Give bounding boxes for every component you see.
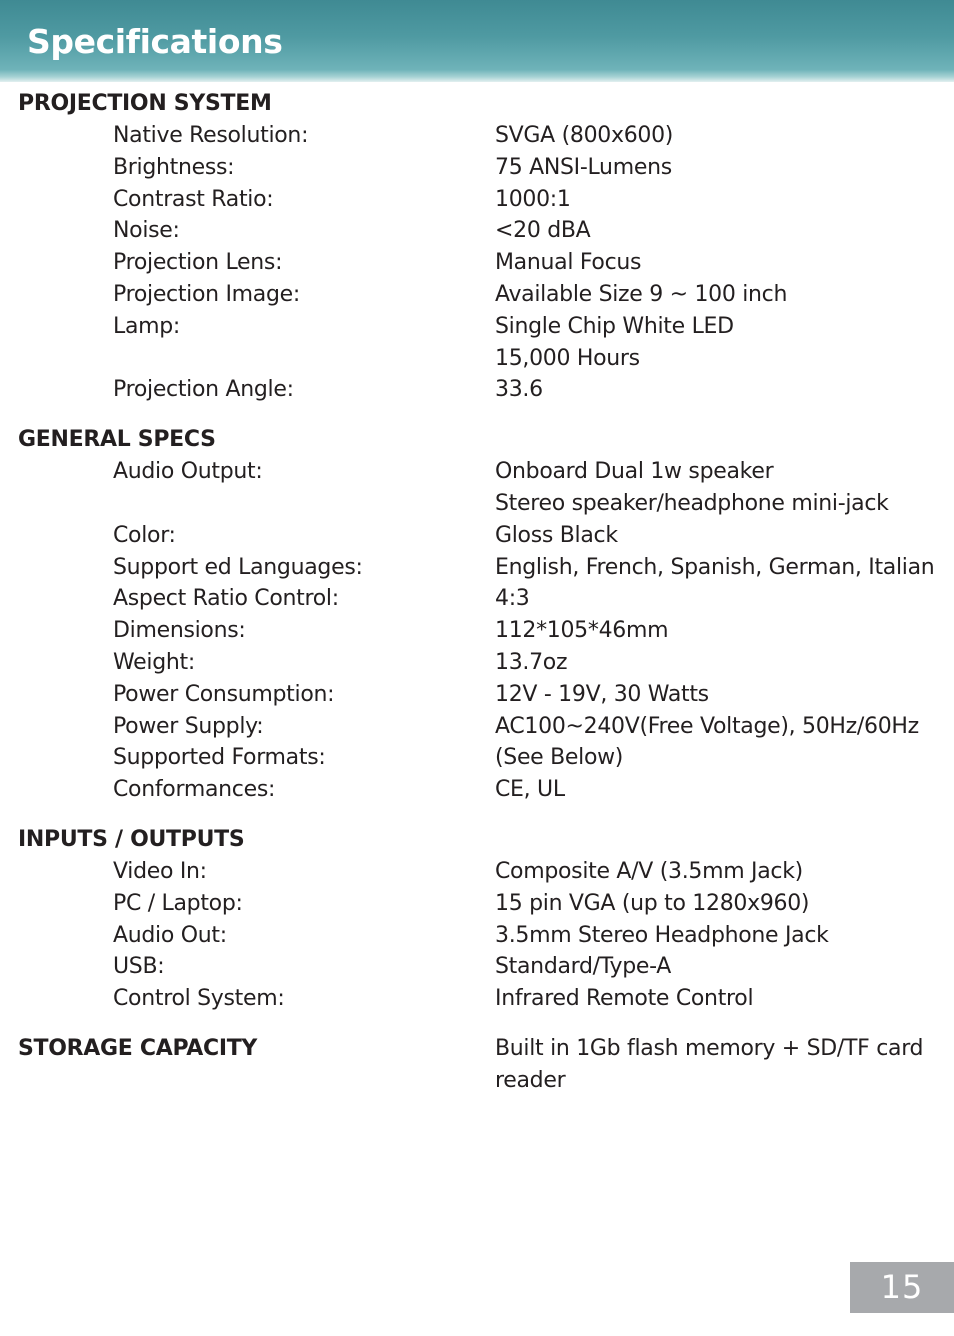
section-title: PROJECTION SYSTEM	[18, 91, 272, 116]
spec-label: Supported Formats:	[113, 745, 326, 771]
spec-value: <20 dBA	[495, 218, 591, 244]
spec-row	[0, 215, 954, 247]
spec-row	[0, 520, 954, 552]
spec-row	[0, 856, 954, 888]
section-storage-capacity	[0, 1033, 954, 1097]
spec-label: Lamp:	[113, 313, 181, 339]
spec-value: 3.5mm Stereo Headphone Jack	[495, 922, 829, 948]
spec-value: Stereo speaker/headphone mini-jack	[495, 490, 889, 516]
spec-label: Audio Out:	[113, 922, 227, 948]
spec-row	[0, 279, 954, 311]
section-gap	[0, 1015, 954, 1033]
section-gap	[0, 806, 954, 824]
spec-value: Onboard Dual 1w speaker	[495, 459, 774, 485]
spec-value: (See Below)	[495, 745, 624, 771]
spec-row	[0, 247, 954, 279]
spec-value: 75 ANSI-Lumens	[495, 154, 672, 180]
spec-label: Control System:	[113, 986, 285, 1012]
spec-label: Color:	[113, 522, 176, 548]
spec-label: Video In:	[113, 858, 207, 884]
spec-row	[0, 888, 954, 920]
page-title: Specifications	[27, 22, 283, 61]
spec-value: AC100~240V(Free Voltage), 50Hz/60Hz	[495, 713, 919, 739]
spec-row	[0, 679, 954, 711]
spec-label: Support ed Languages:	[113, 554, 363, 580]
spec-value: 4:3	[495, 586, 530, 612]
spec-value: 13.7oz	[495, 649, 568, 675]
spec-value: 15 pin VGA (up to 1280x960)	[495, 890, 810, 916]
spec-row	[0, 647, 954, 679]
spec-row	[0, 615, 954, 647]
spec-label: Power Supply:	[113, 713, 264, 739]
spec-label: Brightness:	[113, 154, 235, 180]
section-general-specs	[0, 424, 954, 806]
spec-label: Weight:	[113, 649, 195, 675]
spec-row	[0, 951, 954, 983]
spec-label: Dimensions:	[113, 618, 246, 644]
spec-row	[0, 920, 954, 952]
spec-value: Available Size 9 ~ 100 inch	[495, 281, 788, 307]
spec-value: Gloss Black	[495, 522, 618, 548]
spec-row	[0, 456, 954, 520]
spec-row	[0, 711, 954, 743]
spec-value: Manual Focus	[495, 250, 642, 276]
storage-value: Built in 1Gb flash memory + SD/TF card	[495, 1035, 924, 1061]
spec-row	[0, 583, 954, 615]
spec-label: Contrast Ratio:	[113, 186, 274, 212]
spec-row	[0, 774, 954, 806]
spec-row	[0, 311, 954, 375]
spec-value: Standard/Type-A	[495, 954, 672, 980]
page-header	[0, 0, 954, 82]
spec-label: Projection Angle:	[113, 377, 294, 403]
spec-row	[0, 120, 954, 152]
spec-label: Power Consumption:	[113, 681, 335, 707]
spec-value: 112*105*46mm	[495, 618, 669, 644]
spec-row	[0, 374, 954, 406]
spec-row	[0, 552, 954, 584]
spec-value: 33.6	[495, 377, 543, 403]
spec-value: 1000:1	[495, 186, 571, 212]
storage-value: reader	[495, 1067, 566, 1093]
spec-row	[0, 184, 954, 216]
section-title: GENERAL SPECS	[18, 427, 216, 453]
spec-label: USB:	[113, 954, 165, 980]
spec-row	[0, 742, 954, 774]
spec-row	[0, 152, 954, 184]
spec-label: PC / Laptop:	[113, 890, 243, 916]
spec-value: Composite A/V (3.5mm Jack)	[495, 858, 803, 884]
storage-title: STORAGE CAPACITY	[18, 1035, 258, 1061]
spec-value: CE, UL	[495, 777, 565, 803]
section-title: INPUTS / OUTPUTS	[18, 826, 245, 852]
spec-label: Native Resolution:	[113, 123, 309, 148]
section-title	[0, 1033, 954, 1065]
spec-row	[0, 983, 954, 1015]
section-inputs-outputs	[0, 824, 954, 1015]
section-gap	[0, 406, 954, 424]
spec-value: 12V - 19V, 30 Watts	[495, 681, 709, 707]
spec-value: SVGA (800x600)	[495, 123, 674, 148]
spec-value: Infrared Remote Control	[495, 986, 754, 1012]
page-number: 15	[850, 1262, 954, 1313]
spec-label: Audio Output:	[113, 459, 263, 485]
spec-label: Projection Image:	[113, 281, 300, 307]
section-projection-system	[0, 88, 954, 406]
spec-label: Projection Lens:	[113, 250, 283, 276]
spec-label: Conformances:	[113, 777, 276, 803]
spec-value: Single Chip White LED	[495, 313, 734, 339]
spec-label: Noise:	[113, 218, 180, 244]
spec-content	[0, 88, 954, 1097]
spec-value: English, French, Spanish, German, Italian	[495, 554, 935, 580]
spec-value: 15,000 Hours	[495, 345, 640, 371]
spec-label: Aspect Ratio Control:	[113, 586, 339, 612]
